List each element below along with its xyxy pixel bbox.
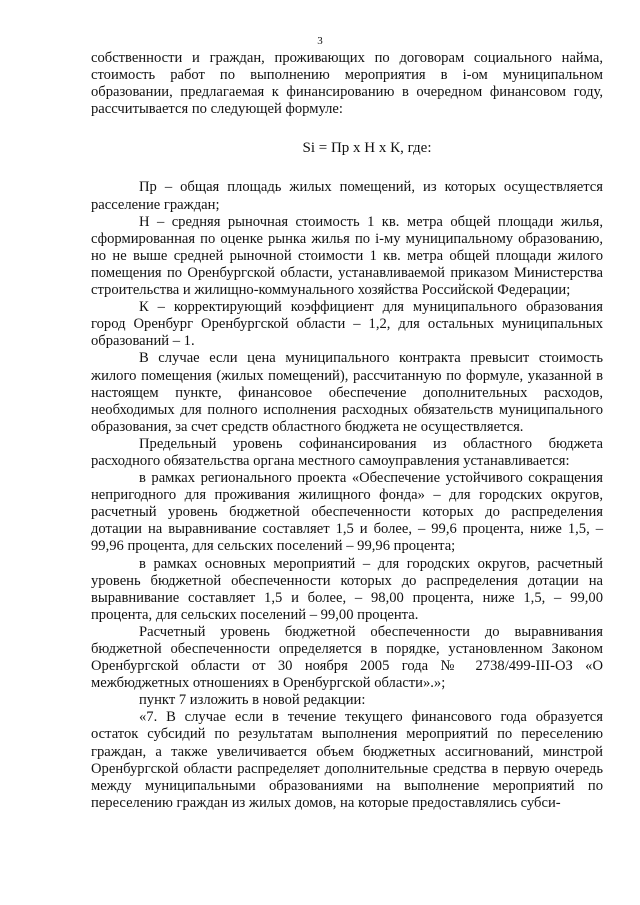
paragraph-intro-continuation: собственности и граждан, проживающих по договорам социального найма, стоимость работ по выполнению мероприятия в i-ом муниципальном образовании, предлагаемая к финансированию в очередном финансовом году, рассчитывается по следующей формуле: bbox=[91, 50, 603, 118]
paragraph-def-k: К – корректирующий коэффициент для муниципального образования город Оренбург Оренбургской области – 1,2, для остальных муниципальных образований – 1. bbox=[91, 299, 603, 350]
paragraph-contract-price: В случае если цена муниципального контракта превысит стоимость жилого помещения (жилых помещений), рассчитанную по формуле, указанной в настоящем пункте, финансовое обеспечение дополнительных расходов, необходимых для полного исполнения расходных обязательств муниципального образования, за счет средств областного бюджета не осуществляется. bbox=[91, 350, 603, 435]
paragraph-budget-level: Расчетный уровень бюджетной обеспеченности до выравнивания бюджетной обеспеченности определяется в порядке, установленном Законом Оренбургской области от 30 ноября 2005 года № 2738/499-III-ОЗ «О межбюджетных отношениях в Оренбургской области».»; bbox=[91, 623, 603, 692]
paragraph-item-7: «7. В случае если в течение текущего финансового года образуется остаток субсидий по результатам выполнения мероприятий по переселению граждан, а также увеличивается объем бюджетных ассигнований, минстрой Оренбургской области распределяет дополнительные средства в первую очередь между муниципальными образованиями на выполнение мероприятий по переселению граждан из жилых домов, на которые предоставлялись субси- bbox=[91, 709, 603, 811]
paragraph-def-n: Н – средняя рыночная стоимость 1 кв. метра общей площади жилья, сформированная по оценке рынка жилья по i-му муниципальному образованию, но не выше средней рыночной стоимости 1 кв. метра общей площади жилого помещения по Оренбургской области, устанавливаемой приказом Министерства строительства и жилищно-коммунального хозяйства Российской Федерации; bbox=[91, 213, 603, 299]
paragraph-item-7-intro: пункт 7 изложить в новой редакции: bbox=[139, 692, 366, 709]
document-body bbox=[91, 50, 603, 812]
formula: Si = Пр х Н х К, где: bbox=[302, 140, 432, 157]
paragraph-cofinancing-limit: Предельный уровень софинансирования из областного бюджета расходного обязательства органа местного самоуправления устанавливается: bbox=[91, 435, 603, 469]
paragraph-regional-project: в рамках регионального проекта «Обеспечение устойчивого сокращения непригодного для проживания жилищного фонда» – для городских округов, расчетный уровень бюджетной обеспеченности которых до распределения дотации на выравнивание составляет 1,5 и более, – 99,6 процента, ниже 1,5, – 99,96 процента, для сельских поселений – 99,96 процента; bbox=[91, 470, 603, 555]
paragraph-main-activities: в рамках основных мероприятий – для городских округов, расчетный уровень бюджетной обеспеченности которых до распределения дотации на выравнивание составляет 1,5 и более, – 98,00 процента, ниже 1,5, – 99,00 процента, для сельских поселений – 99,00 процента. bbox=[91, 555, 603, 623]
paragraph-def-pr: Пр – общая площадь жилых помещений, из которых осуществляется расселение граждан; bbox=[91, 179, 603, 213]
page-number: 3 bbox=[317, 35, 323, 47]
